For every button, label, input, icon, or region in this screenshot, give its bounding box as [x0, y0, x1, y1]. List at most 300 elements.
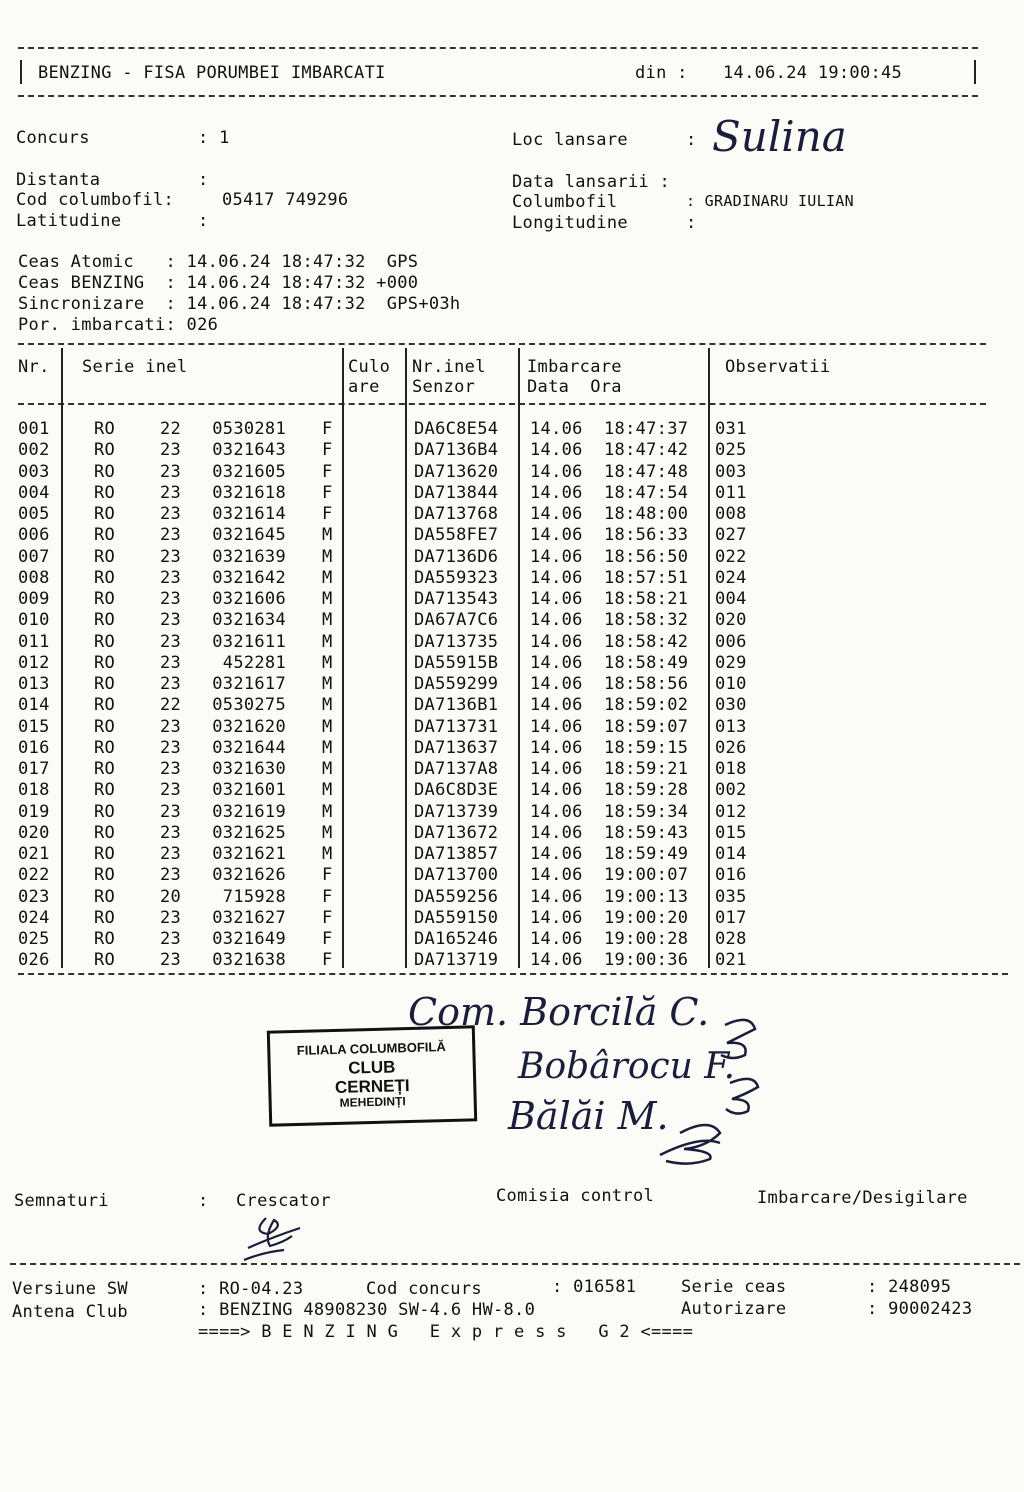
cell-date: 14.06	[530, 419, 583, 439]
cell-sex: F	[322, 907, 333, 928]
cell-sensor: DA6C8D3E	[414, 780, 499, 801]
cell-ring-number: 0321620	[212, 716, 286, 737]
table-row	[0, 632, 1024, 653]
cell-date: 14.06	[530, 652, 583, 673]
cell-sex: M	[322, 780, 333, 801]
col-header-serie: Serie inel	[82, 357, 188, 377]
cell-time: 18:56:50	[604, 546, 689, 567]
cell-country: RO	[94, 419, 116, 439]
cell-country: RO	[94, 589, 116, 609]
cell-observatii: 029	[715, 652, 747, 673]
cell-year: 23	[160, 652, 182, 673]
versiune-sw-label: Versiune SW	[12, 1279, 128, 1299]
cell-sex: F	[322, 865, 333, 886]
cell-observatii: 010	[715, 674, 747, 694]
cell-sex: F	[322, 929, 333, 949]
porumbei-imbarcati-line: Por. imbarcati: 026	[18, 315, 219, 335]
cell-time: 18:57:51	[604, 567, 689, 588]
cell-time: 18:59:28	[604, 780, 689, 801]
cell-sensor: DA7136B1	[414, 695, 499, 716]
cell-country: RO	[94, 907, 116, 928]
autorizare-value: : 90002423	[867, 1299, 973, 1319]
table-row	[0, 483, 1024, 504]
cell-date: 14.06	[530, 567, 583, 588]
cell-country: RO	[94, 546, 116, 567]
cell-country: RO	[94, 865, 116, 886]
cell-nr: 011	[18, 631, 50, 652]
cell-country: RO	[94, 844, 116, 864]
serie-ceas-value: : 248095	[867, 1277, 952, 1297]
cell-sex: M	[322, 610, 333, 631]
cell-year: 23	[160, 780, 182, 801]
cell-time: 18:59:07	[604, 716, 689, 737]
benzing-express-brand-line: ====> B E N Z I N G E x p r e s s G 2 <====	[198, 1322, 694, 1342]
cell-year: 23	[160, 737, 182, 758]
cell-time: 19:00:20	[604, 907, 689, 928]
table-header-top-rule	[18, 343, 986, 345]
cell-nr: 025	[18, 929, 50, 949]
cell-observatii: 002	[715, 780, 747, 801]
cell-nr: 008	[18, 567, 50, 588]
cell-observatii: 026	[715, 737, 747, 758]
col-header-imbarcare-1: Imbarcare	[527, 357, 622, 377]
cell-sensor: DA559150	[414, 907, 499, 928]
cell-sensor: DA67A7C6	[414, 610, 499, 631]
cell-sensor: DA713731	[414, 716, 499, 737]
cell-sensor: DA559299	[414, 674, 499, 694]
cell-country: RO	[94, 886, 116, 907]
cell-year: 23	[160, 865, 182, 886]
table-row	[0, 462, 1024, 483]
cell-date: 14.06	[530, 631, 583, 652]
cod-concurs-value: : 016581	[552, 1277, 637, 1297]
cell-nr: 010	[18, 610, 50, 631]
cell-time: 19:00:28	[604, 929, 689, 949]
col-header-nr-inel-2: Senzor	[412, 377, 476, 397]
cell-observatii: 004	[715, 589, 747, 609]
cod-columbofil-label: Cod columbofil:	[16, 190, 175, 210]
cell-observatii: 013	[715, 716, 747, 737]
cell-time: 18:59:02	[604, 695, 689, 716]
table-row	[0, 950, 1024, 971]
cell-country: RO	[94, 461, 116, 482]
cell-ring-number: 0321614	[212, 504, 286, 524]
cell-observatii: 012	[715, 801, 747, 822]
cell-sensor: DA55915B	[414, 652, 499, 673]
cell-country: RO	[94, 610, 116, 631]
cell-country: RO	[94, 695, 116, 716]
table-row	[0, 674, 1024, 695]
cell-date: 14.06	[530, 482, 583, 503]
cell-date: 14.06	[530, 461, 583, 482]
cell-time: 18:59:43	[604, 822, 689, 843]
cell-sex: F	[322, 482, 333, 503]
cell-ring-number: 0321642	[212, 567, 286, 588]
cell-year: 23	[160, 801, 182, 822]
cell-nr: 002	[18, 440, 50, 461]
cell-sensor: DA713700	[414, 865, 499, 886]
imbarcare-desigilare-label: Imbarcare/Desigilare	[757, 1188, 968, 1208]
cell-time: 19:00:36	[604, 950, 689, 971]
table-row	[0, 844, 1024, 865]
cell-time: 18:47:54	[604, 482, 689, 503]
cell-country: RO	[94, 504, 116, 524]
cell-time: 19:00:07	[604, 865, 689, 886]
cell-ring-number: 0321601	[212, 780, 286, 801]
antena-club-label: Antena Club	[12, 1302, 128, 1322]
col-header-nr: Nr.	[18, 357, 50, 377]
cell-sex: M	[322, 546, 333, 567]
cell-country: RO	[94, 652, 116, 673]
cell-sex: M	[322, 525, 333, 546]
cell-date: 14.06	[530, 716, 583, 737]
handwritten-commission-3: Bălăi M.	[508, 1094, 669, 1138]
cell-sex: F	[322, 461, 333, 482]
cell-ring-number: 0321643	[212, 440, 286, 461]
cell-sensor: DA6C8E54	[414, 419, 499, 439]
cell-country: RO	[94, 780, 116, 801]
cell-nr: 021	[18, 844, 50, 864]
cell-observatii: 035	[715, 886, 747, 907]
document-title: BENZING - FISA PORUMBEI IMBARCATI	[38, 63, 386, 83]
cell-observatii: 014	[715, 844, 747, 864]
cell-date: 14.06	[530, 907, 583, 928]
table-header-bottom-rule	[18, 403, 986, 405]
cell-date: 14.06	[530, 589, 583, 609]
cell-ring-number: 0321639	[212, 546, 286, 567]
col-header-observatii: Observatii	[725, 357, 831, 377]
antena-club-value: : BENZING 48908230 SW-4.6 HW-8.0	[198, 1300, 536, 1320]
cell-ring-number: 0321606	[212, 589, 286, 609]
data-lansarii-label: Data lansarii :	[512, 172, 671, 192]
cell-date: 14.06	[530, 844, 583, 864]
cell-year: 23	[160, 589, 182, 609]
semnaturi-colon: :	[198, 1191, 209, 1211]
cell-year: 23	[160, 716, 182, 737]
cell-country: RO	[94, 950, 116, 971]
cell-observatii: 006	[715, 631, 747, 652]
cell-nr: 007	[18, 546, 50, 567]
cell-country: RO	[94, 567, 116, 588]
cell-sex: F	[322, 419, 333, 439]
cell-nr: 020	[18, 822, 50, 843]
cell-year: 23	[160, 440, 182, 461]
cell-country: RO	[94, 759, 116, 779]
cell-ring-number: 0321625	[212, 822, 286, 843]
loc-lansare-label: Loc lansare	[512, 130, 628, 150]
cell-time: 19:00:13	[604, 886, 689, 907]
table-row	[0, 802, 1024, 823]
cell-ring-number: 0321634	[212, 610, 286, 631]
cell-time: 18:59:34	[604, 801, 689, 822]
table-row	[0, 759, 1024, 780]
table-row	[0, 717, 1024, 738]
ceas-benzing-line: Ceas BENZING : 14.06.24 18:47:32 +000	[18, 273, 419, 293]
cell-year: 23	[160, 504, 182, 524]
cell-nr: 015	[18, 716, 50, 737]
cell-sex: M	[322, 759, 333, 779]
cell-sex: M	[322, 652, 333, 673]
cell-date: 14.06	[530, 929, 583, 949]
ceas-atomic-line: Ceas Atomic : 14.06.24 18:47:32 GPS	[18, 252, 419, 272]
cell-country: RO	[94, 737, 116, 758]
col-header-nr-inel-1: Nr.inel	[412, 357, 486, 377]
cell-sex: M	[322, 716, 333, 737]
handwritten-signature-marks	[640, 1005, 780, 1175]
cell-year: 20	[160, 886, 182, 907]
cell-year: 23	[160, 525, 182, 546]
cell-observatii: 008	[715, 504, 747, 524]
cell-year: 23	[160, 546, 182, 567]
cell-observatii: 030	[715, 695, 747, 716]
cell-time: 18:56:33	[604, 525, 689, 546]
cell-year: 23	[160, 822, 182, 843]
header-border-top	[18, 47, 978, 49]
table-row	[0, 525, 1024, 546]
cell-sensor: DA713672	[414, 822, 499, 843]
cell-date: 14.06	[530, 610, 583, 631]
cell-year: 23	[160, 844, 182, 864]
loc-lansare-handwritten: Sulina	[712, 112, 847, 161]
table-row	[0, 780, 1024, 801]
cell-year: 23	[160, 631, 182, 652]
cell-observatii: 027	[715, 525, 747, 546]
table-row	[0, 908, 1024, 929]
cell-time: 18:58:21	[604, 589, 689, 609]
stamp-line-2: CLUB	[347, 1057, 396, 1078]
latitudine-colon: :	[198, 211, 209, 231]
cell-ring-number: 715928	[222, 886, 286, 907]
col-header-imbarcare-2: Data Ora	[527, 377, 622, 397]
cell-date: 14.06	[530, 695, 583, 716]
cell-sensor: DA713637	[414, 737, 499, 758]
cell-nr: 017	[18, 759, 50, 779]
cell-country: RO	[94, 801, 116, 822]
cell-time: 18:59:21	[604, 759, 689, 779]
cell-sex: F	[322, 440, 333, 461]
table-row	[0, 419, 1024, 440]
cell-sensor: DA7136D6	[414, 546, 499, 567]
cell-nr: 001	[18, 419, 50, 439]
cell-observatii: 020	[715, 610, 747, 631]
table-row	[0, 589, 1024, 610]
cell-observatii: 018	[715, 759, 747, 779]
cell-sensor: DA7136B4	[414, 440, 499, 461]
cell-sex: F	[322, 950, 333, 971]
cell-nr: 024	[18, 907, 50, 928]
table-row	[0, 929, 1024, 950]
cell-date: 14.06	[530, 822, 583, 843]
cell-nr: 003	[18, 461, 50, 482]
cell-observatii: 024	[715, 567, 747, 588]
cell-time: 18:58:42	[604, 631, 689, 652]
cell-sex: M	[322, 737, 333, 758]
cell-year: 23	[160, 950, 182, 971]
cell-nr: 019	[18, 801, 50, 822]
cell-ring-number: 0321644	[212, 737, 286, 758]
stamp-line-3: CERNEȚI	[334, 1076, 410, 1097]
distanta-colon: :	[198, 170, 209, 190]
cell-sex: M	[322, 822, 333, 843]
cell-year: 23	[160, 759, 182, 779]
cell-time: 18:58:56	[604, 674, 689, 694]
cell-sensor: DA558FE7	[414, 525, 499, 546]
table-row	[0, 887, 1024, 908]
concurs-value: : 1	[198, 128, 230, 148]
stamp-line-4: MEHEDINȚI	[339, 1094, 406, 1110]
cell-year: 23	[160, 482, 182, 503]
stamp-line-1: FILIALA COLUMBOFILĂ	[296, 1039, 446, 1058]
concurs-label: Concurs	[16, 128, 90, 148]
table-row	[0, 547, 1024, 568]
cod-concurs-label: Cod concurs	[366, 1279, 482, 1299]
cell-year: 22	[160, 695, 182, 716]
cell-nr: 023	[18, 886, 50, 907]
cell-date: 14.06	[530, 525, 583, 546]
cell-date: 14.06	[530, 737, 583, 758]
footer-top-rule	[10, 1263, 1020, 1265]
cell-sensor: DA713768	[414, 504, 499, 524]
cell-sensor: DA7137A8	[414, 759, 499, 779]
cell-observatii: 016	[715, 865, 747, 886]
cell-country: RO	[94, 482, 116, 503]
cell-date: 14.06	[530, 674, 583, 694]
cell-ring-number: 0321619	[212, 801, 286, 822]
cell-year: 23	[160, 567, 182, 588]
header-border-right	[974, 60, 976, 84]
cell-nr: 005	[18, 504, 50, 524]
cell-sensor: DA713857	[414, 844, 499, 864]
cell-ring-number: 0321630	[212, 759, 286, 779]
cell-ring-number: 0321617	[212, 674, 286, 694]
cell-ring-number: 0321645	[212, 525, 286, 546]
cell-ring-number: 452281	[222, 652, 286, 673]
table-row	[0, 440, 1024, 461]
cell-nr: 009	[18, 589, 50, 609]
print-date-value: 14.06.24 19:00:45	[723, 63, 903, 83]
cell-year: 22	[160, 419, 182, 439]
cell-time: 18:47:48	[604, 461, 689, 482]
cell-nr: 016	[18, 737, 50, 758]
cell-date: 14.06	[530, 865, 583, 886]
cell-sex: M	[322, 801, 333, 822]
table-row	[0, 865, 1024, 886]
cell-sex: M	[322, 589, 333, 609]
semnaturi-label: Semnaturi	[14, 1191, 109, 1211]
versiune-sw-value: : RO-04.23	[198, 1279, 304, 1299]
loc-lansare-colon: :	[686, 130, 697, 150]
table-row	[0, 568, 1024, 589]
cell-sensor: DA713844	[414, 482, 499, 503]
cell-ring-number: 0321627	[212, 907, 286, 928]
latitudine-label: Latitudine	[16, 211, 122, 231]
cell-nr: 013	[18, 674, 50, 694]
comisia-control-label: Comisia control	[496, 1186, 655, 1206]
cell-date: 14.06	[530, 950, 583, 971]
cell-observatii: 031	[715, 419, 747, 439]
cell-ring-number: 0321621	[212, 844, 286, 864]
cell-ring-number: 0321605	[212, 461, 286, 482]
table-row	[0, 504, 1024, 525]
columbofil-label: Columbofil	[512, 192, 618, 212]
cell-nr: 006	[18, 525, 50, 546]
cell-nr: 022	[18, 865, 50, 886]
longitudine-label: Longitudine	[512, 213, 628, 233]
table-row	[0, 823, 1024, 844]
cell-sensor: DA713739	[414, 801, 499, 822]
cell-observatii: 025	[715, 440, 747, 461]
cell-date: 14.06	[530, 504, 583, 524]
table-row	[0, 695, 1024, 716]
cell-country: RO	[94, 440, 116, 461]
cell-nr: 012	[18, 652, 50, 673]
longitudine-colon: :	[686, 213, 697, 233]
cell-sex: M	[322, 567, 333, 588]
cell-date: 14.06	[530, 440, 583, 461]
cell-date: 14.06	[530, 759, 583, 779]
cell-observatii: 003	[715, 461, 747, 482]
cell-nr: 004	[18, 482, 50, 503]
cell-country: RO	[94, 631, 116, 652]
cell-time: 18:58:32	[604, 610, 689, 631]
handwritten-commission-2: Bobârocu F.	[518, 1046, 736, 1087]
cell-year: 23	[160, 674, 182, 694]
cell-country: RO	[94, 674, 116, 694]
cell-observatii: 011	[715, 482, 747, 503]
club-stamp	[267, 1025, 477, 1126]
cell-nr: 014	[18, 695, 50, 716]
autorizare-label: Autorizare	[681, 1299, 787, 1319]
cell-sensor: DA165246	[414, 929, 499, 949]
cell-sex: M	[322, 674, 333, 694]
cell-observatii: 021	[715, 950, 747, 971]
table-row	[0, 738, 1024, 759]
cell-observatii: 017	[715, 907, 747, 928]
cell-ring-number: 0530275	[212, 695, 286, 716]
cell-country: RO	[94, 822, 116, 843]
cell-sensor: DA559323	[414, 567, 499, 588]
cell-observatii: 022	[715, 546, 747, 567]
cell-date: 14.06	[530, 886, 583, 907]
cell-ring-number: 0321611	[212, 631, 286, 652]
cell-ring-number: 0321626	[212, 865, 286, 886]
handwritten-commission-1: Com. Borcilă C.	[408, 990, 710, 1034]
cod-columbofil-value: 05417 749296	[222, 190, 349, 210]
cell-sex: F	[322, 504, 333, 524]
cell-ring-number: 0321618	[212, 482, 286, 503]
cell-sensor: DA713735	[414, 631, 499, 652]
cell-year: 23	[160, 929, 182, 949]
cell-observatii: 015	[715, 822, 747, 843]
cell-ring-number: 0321649	[212, 929, 286, 949]
sincronizare-line: Sincronizare : 14.06.24 18:47:32 GPS+03h	[18, 294, 461, 314]
cell-sensor: DA713719	[414, 950, 499, 971]
cell-year: 23	[160, 461, 182, 482]
cell-observatii: 028	[715, 929, 747, 949]
cell-country: RO	[94, 716, 116, 737]
cell-date: 14.06	[530, 780, 583, 801]
crescator-label: Crescator	[236, 1191, 331, 1211]
distanta-label: Distanta	[16, 170, 101, 190]
cell-year: 23	[160, 907, 182, 928]
columbofil-value: : GRADINARU IULIAN	[686, 192, 854, 210]
cell-time: 18:48:00	[604, 504, 689, 524]
cell-time: 18:59:15	[604, 737, 689, 758]
col-header-culoare-2: are	[348, 377, 380, 397]
cell-sensor: DA713543	[414, 589, 499, 609]
header-border-bottom	[18, 95, 978, 97]
cell-sex: M	[322, 844, 333, 864]
